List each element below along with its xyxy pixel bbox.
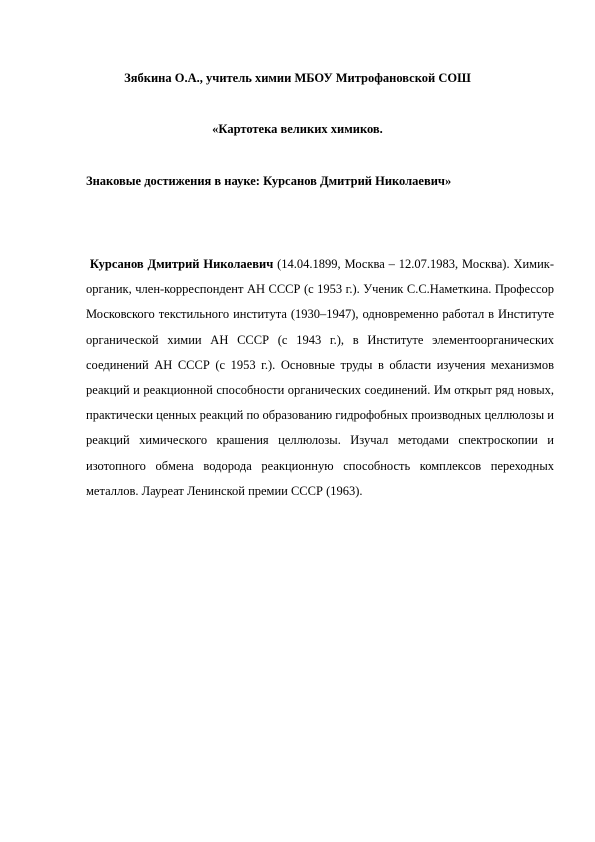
document-subtitle: Знаковые достижения в науке: Курсанов Дмитрий Николаевич» [86, 174, 452, 188]
author-line: Зябкина О.А., учитель химии МБОУ Митрофановской СОШ [124, 71, 471, 85]
body-paragraph [86, 252, 554, 504]
body-text: (14.04.1899, Москва – 12.07.1983, Москва). Химик-органик, член-корреспондент АН СССР (с 1953 г.). Ученик С.С.Наметкина. Профессор Московского текстильного института (1930–1947), одновременно работал в Институте органической химии АН СССР (с 1943 г.), в Институте элементоорганических соединений АН СССР (с 1953 г.). Основные труды в области изучения механизмов реакций и реакционной способности органических соединений. Им открыт ряд новых, практически ценных реакций по образованию гидрофобных производных целлюлозы и реакций химического крашения целлюлозы. Изучал методами спектроскопии и изотопного обмена водорода реакционную способность комплексов переходных металлов. Лауреат Ленинской премии СССР (1963). [86, 257, 555, 498]
document-title: «Картотека великих химиков. [212, 122, 383, 136]
chemist-name: Курсанов Дмитрий Николаевич [89, 257, 274, 271]
